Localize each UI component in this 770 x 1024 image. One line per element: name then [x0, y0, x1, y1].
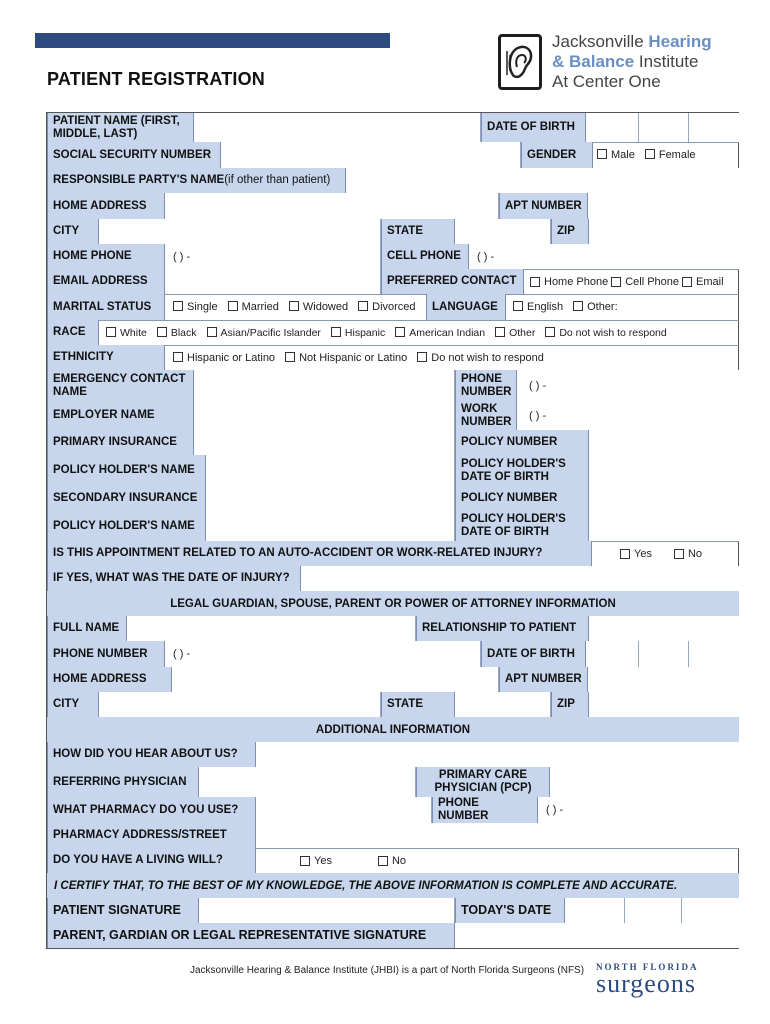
guardian-phone-field[interactable]: ( ) -	[165, 641, 481, 667]
living-will-options	[300, 848, 739, 873]
pharmacy-label: WHAT PHARMACY DO YOU USE?	[47, 797, 256, 823]
guardian-signature-label: PARENT, GARDIAN OR LEGAL REPRESENTATIVE SIGNATURE	[47, 923, 455, 948]
marital-options	[173, 294, 423, 320]
injury-date-field[interactable]	[301, 566, 739, 591]
accident-yes-label: Yes	[634, 547, 652, 560]
nfs-logo-main: surgeons	[596, 969, 696, 998]
secondary-holder-name-field[interactable]	[206, 511, 455, 541]
ethnicity-label: ETHNICITY	[47, 345, 165, 370]
hear-about-field[interactable]	[256, 742, 739, 767]
race-black-checkbox[interactable]	[157, 327, 167, 337]
marital-divorced-checkbox[interactable]	[358, 301, 368, 311]
primary-holder-name-field[interactable]	[206, 455, 455, 486]
patient-name-label: PATIENT NAME (FIRST, MIDDLE, LAST)	[47, 113, 194, 142]
guardian-address-label: HOME ADDRESS	[47, 667, 172, 692]
home-phone-field[interactable]: ( ) -	[165, 244, 381, 269]
email-field[interactable]	[165, 269, 381, 294]
patient-dob-month[interactable]	[586, 113, 639, 142]
secondary-policy-number-field[interactable]	[589, 486, 739, 511]
pharmacy-address-label: PHARMACY ADDRESS/STREET	[47, 823, 256, 848]
secondary-holder-dob-field[interactable]	[589, 511, 739, 541]
marital-single-label: Single	[187, 301, 218, 313]
patient-signature-field[interactable]	[199, 898, 455, 923]
home-address-label: HOME ADDRESS	[47, 193, 165, 219]
race-no-response-label: Do not wish to respond	[559, 326, 667, 339]
guardian-signature-field[interactable]	[455, 923, 739, 948]
race-other-label: Other	[509, 326, 536, 339]
marital-married-label: Married	[241, 301, 279, 313]
employer-label: EMPLOYER NAME	[47, 401, 194, 430]
race-white-label: White	[120, 326, 147, 339]
guardian-dob-month[interactable]	[586, 641, 639, 667]
pcp-label: PRIMARY CARE PHYSICIAN (PCP)	[416, 767, 550, 797]
marital-married-checkbox[interactable]	[228, 301, 238, 311]
language-label: LANGUAGE	[426, 294, 506, 320]
certification-statement: I CERTIFY THAT, TO THE BEST OF MY KNOWLEDGE, THE ABOVE INFORMATION IS COMPLETE AND ACCURATE.	[47, 873, 739, 898]
page-title: PATIENT REGISTRATION	[47, 69, 265, 89]
lang-other-checkbox[interactable]	[573, 301, 583, 311]
ethnicity-options	[173, 345, 739, 370]
language-options	[513, 294, 739, 320]
gender-options	[597, 142, 737, 168]
marital-status-label: MARITAL STATUS	[47, 294, 165, 320]
pharmacy-phone-label: PHONE NUMBER	[432, 797, 538, 823]
eth-no-response-label: Do not wish to respond	[431, 351, 544, 364]
work-number-label: WORK NUMBER	[455, 401, 517, 430]
guardian-section-header: LEGAL GUARDIAN, SPOUSE, PARENT OR POWER OF ATTORNEY INFORMATION	[47, 591, 739, 616]
secondary-holder-name-label: POLICY HOLDER'S NAME	[47, 511, 206, 541]
logo-line2-b: Institute	[634, 52, 699, 71]
pcp-field[interactable]	[550, 767, 739, 797]
emergency-contact-field[interactable]	[194, 370, 455, 401]
primary-holder-name-label: POLICY HOLDER'S NAME	[47, 455, 206, 486]
patient-dob-day[interactable]	[639, 113, 689, 142]
city-field[interactable]	[99, 219, 381, 244]
pref-cell-checkbox[interactable]	[611, 277, 621, 287]
cell-phone-field[interactable]: ( ) -	[469, 244, 739, 269]
eth-hispanic-label: Hispanic or Latino	[187, 351, 276, 364]
primary-insurance-label: PRIMARY INSURANCE	[47, 430, 194, 455]
todays-date-day[interactable]	[625, 898, 682, 923]
accident-no-checkbox[interactable]	[674, 549, 684, 559]
pharmacy-address-field[interactable]	[256, 823, 739, 848]
logo-line2-a: & Balance	[552, 52, 635, 71]
patient-name-field[interactable]	[194, 113, 481, 142]
logo-line1-b: Hearing	[648, 32, 712, 51]
patient-dob-label: DATE OF BIRTH	[481, 113, 586, 142]
race-hispanic-checkbox[interactable]	[331, 327, 341, 337]
living-will-yes-checkbox[interactable]	[300, 856, 310, 866]
responsible-party-note: (if other than patient)	[224, 174, 331, 186]
secondary-policy-number-label: POLICY NUMBER	[455, 486, 589, 511]
todays-date-label: TODAY'S DATE	[455, 898, 565, 923]
guardian-relationship-field[interactable]	[589, 616, 739, 641]
marital-widowed-label: Widowed	[302, 301, 349, 313]
guardian-zip-label: ZIP	[551, 692, 589, 717]
injury-date-label: IF YES, WHAT WAS THE DATE OF INJURY?	[47, 566, 301, 591]
zip-label: ZIP	[551, 219, 589, 244]
gender-male-label: Male	[611, 149, 635, 161]
guardian-relationship-label: RELATIONSHIP TO PATIENT	[416, 616, 589, 641]
accident-options	[620, 541, 739, 566]
gender-female-checkbox[interactable]	[645, 149, 655, 159]
pref-email-checkbox[interactable]	[682, 277, 692, 287]
marital-widowed-checkbox[interactable]	[289, 301, 299, 311]
eth-no-response-checkbox[interactable]	[417, 352, 427, 362]
race-american-indian-checkbox[interactable]	[395, 327, 405, 337]
race-asian-label: Asian/Pacific Islander	[220, 326, 321, 339]
guardian-dob-day[interactable]	[639, 641, 689, 667]
guardian-dob-year[interactable]	[689, 641, 739, 667]
gender-female-label: Female	[658, 149, 696, 161]
guardian-apt-field[interactable]	[588, 667, 739, 692]
nfs-logo-top: NORTH FLORIDA	[596, 962, 699, 972]
guardian-state-field[interactable]	[455, 692, 551, 717]
preferred-contact-options	[530, 269, 739, 294]
home-address-field[interactable]	[165, 193, 499, 219]
marital-single-checkbox[interactable]	[173, 301, 183, 311]
race-no-response-checkbox[interactable]	[545, 327, 555, 337]
guardian-apt-label: APT NUMBER	[499, 667, 588, 692]
nfs-logo	[596, 962, 736, 998]
lang-english-checkbox[interactable]	[513, 301, 523, 311]
additional-section-header: ADDITIONAL INFORMATION	[47, 717, 739, 742]
header-bar	[35, 33, 390, 48]
race-options	[106, 320, 739, 345]
emergency-phone-label: PHONE NUMBER	[455, 370, 517, 401]
ssn-label: SOCIAL SECURITY NUMBER	[47, 142, 221, 168]
race-other-checkbox[interactable]	[495, 327, 505, 337]
pref-email-label: Email	[696, 275, 724, 288]
primary-policy-number-field[interactable]	[589, 430, 739, 455]
apt-number-field[interactable]	[588, 193, 739, 219]
eth-not-hispanic-label: Not Hispanic or Latino	[299, 351, 408, 364]
guardian-full-name-label: FULL NAME	[47, 616, 127, 641]
work-number-field[interactable]: ( ) -	[517, 401, 739, 430]
living-will-label: DO YOU HAVE A LIVING WILL?	[47, 848, 256, 873]
pharmacy-field[interactable]	[256, 797, 432, 823]
patient-dob-year[interactable]	[689, 113, 739, 142]
eth-hispanic-checkbox[interactable]	[173, 352, 183, 362]
living-will-no-checkbox[interactable]	[378, 856, 388, 866]
responsible-party-label-text: RESPONSIBLE PARTY'S NAME	[53, 174, 225, 186]
preferred-contact-label: PREFERRED CONTACT	[381, 269, 524, 294]
living-will-no-label: No	[391, 854, 407, 867]
secondary-insurance-field[interactable]	[206, 486, 455, 511]
logo-line1-a: Jacksonville	[552, 32, 649, 51]
guardian-full-name-field[interactable]	[127, 616, 416, 641]
primary-holder-dob-label: POLICY HOLDER'S DATE OF BIRTH	[455, 455, 589, 486]
guardian-city-label: CITY	[47, 692, 99, 717]
patient-signature-label: PATIENT SIGNATURE	[47, 898, 199, 923]
accident-no-label: No	[687, 547, 703, 560]
referring-physician-label: REFERRING PHYSICIAN	[47, 767, 199, 797]
lang-other-label: Other:	[587, 301, 618, 313]
race-white-checkbox[interactable]	[106, 327, 116, 337]
ear-logo-icon	[498, 34, 542, 90]
pref-home-checkbox[interactable]	[530, 277, 540, 287]
race-asian-checkbox[interactable]	[207, 327, 217, 337]
marital-divorced-label: Divorced	[372, 301, 416, 313]
apt-number-label: APT NUMBER	[499, 193, 588, 219]
race-label: RACE	[47, 320, 99, 345]
eth-not-hispanic-checkbox[interactable]	[285, 352, 295, 362]
race-black-label: Black	[170, 326, 197, 339]
guardian-zip-field[interactable]	[589, 692, 739, 717]
primary-policy-number-label: POLICY NUMBER	[455, 430, 589, 455]
accident-question-label: IS THIS APPOINTMENT RELATED TO AN AUTO-ACCIDENT OR WORK-RELATED INJURY?	[47, 541, 592, 566]
zip-field[interactable]	[589, 219, 739, 244]
emergency-contact-label: EMERGENCY CONTACT NAME	[47, 370, 194, 401]
state-field[interactable]	[455, 219, 551, 244]
guardian-state-label: STATE	[381, 692, 455, 717]
responsible-party-label	[47, 168, 346, 193]
guardian-dob-label: DATE OF BIRTH	[481, 641, 586, 667]
guardian-phone-label: PHONE NUMBER	[47, 641, 165, 667]
secondary-insurance-label: SECONDARY INSURANCE	[47, 486, 206, 511]
employer-field[interactable]	[194, 401, 455, 430]
todays-date-year[interactable]	[682, 898, 739, 923]
state-label: STATE	[381, 219, 455, 244]
pref-cell-label: Cell Phone	[625, 275, 680, 288]
footer-text: Jacksonville Hearing & Balance Institute (JHBI) is a part of North Florida Surgeons (NFS)	[190, 965, 585, 976]
lang-english-label: English	[527, 301, 564, 313]
pharmacy-phone-field[interactable]: ( ) -	[538, 797, 739, 823]
gender-male-checkbox[interactable]	[597, 149, 607, 159]
gender-label: GENDER	[521, 142, 593, 168]
pref-home-label: Home Phone	[544, 275, 609, 288]
todays-date-month[interactable]	[565, 898, 625, 923]
city-label: CITY	[47, 219, 99, 244]
email-label: EMAIL ADDRESS	[47, 269, 165, 294]
accident-yes-checkbox[interactable]	[620, 549, 630, 559]
referring-physician-field[interactable]	[199, 767, 416, 797]
cell-phone-label: CELL PHONE	[381, 244, 469, 269]
primary-insurance-field[interactable]	[194, 430, 455, 455]
responsible-party-field[interactable]	[346, 168, 739, 193]
hear-about-label: HOW DID YOU HEAR ABOUT US?	[47, 742, 256, 767]
emergency-phone-field[interactable]: ( ) -	[517, 370, 739, 401]
guardian-address-field[interactable]	[172, 667, 499, 692]
logo-text	[552, 32, 712, 92]
ssn-field[interactable]	[221, 142, 521, 168]
logo-line3: At Center One	[552, 72, 661, 91]
guardian-city-field[interactable]	[99, 692, 381, 717]
living-will-yes-label: Yes	[314, 854, 332, 867]
race-hispanic-label: Hispanic	[344, 326, 386, 339]
secondary-holder-dob-label: POLICY HOLDER'S DATE OF BIRTH	[455, 511, 589, 541]
primary-holder-dob-field[interactable]	[589, 455, 739, 486]
home-phone-label: HOME PHONE	[47, 244, 165, 269]
race-american-indian-label: American Indian	[409, 326, 486, 339]
jhbi-logo	[498, 30, 728, 94]
